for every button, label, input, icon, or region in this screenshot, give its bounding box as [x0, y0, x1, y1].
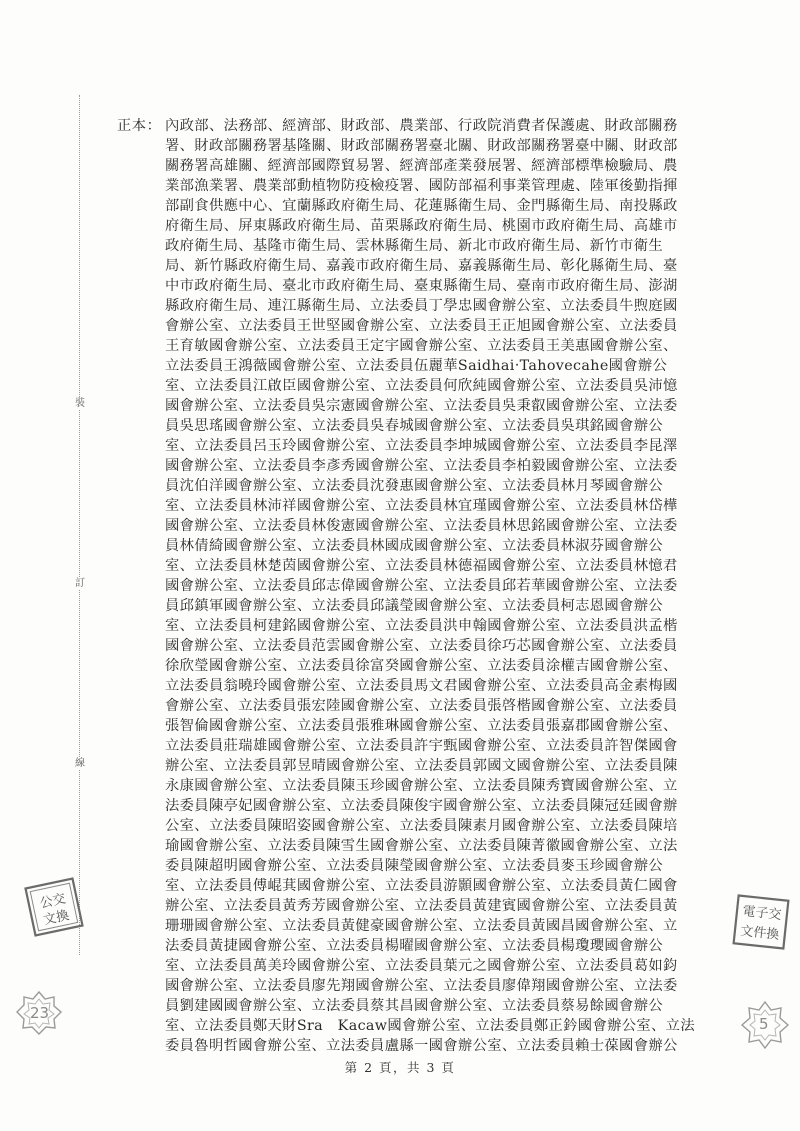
binding-mark-ding: 訂	[75, 578, 85, 589]
recipient-line: 立法委員王鴻薇國會辦公室、立法委員伍麗華Saidhai‧Tahovecahe國會辦公	[165, 358, 668, 374]
page-number-footer: 第 2 頁，共 3 頁	[344, 1060, 456, 1075]
recipient-line: 徐欣瑩國會辦公室、立法委員徐富癸國會辦公室、立法委員涂權吉國會辦公室、	[165, 658, 678, 674]
recipient-line: 國會辦公室、立法委員邱志偉國會辦公室、立法委員邱若華國會辦公室、立法委	[165, 578, 678, 594]
recipient-line: 關務署高雄關、經濟部國際貿易署、經濟部產業發展署、經濟部標準檢驗局、農	[165, 158, 678, 174]
recipient-line: 國會辦公室、立法委員廖先翔國會辦公室、立法委員廖偉翔國會辦公室、立法委	[165, 978, 678, 994]
flower-number-right: 5	[759, 1015, 769, 1033]
recipient-line: 室、立法委員萬美玲國會辦公室、立法委員葉元之國會辦公室、立法委員葛如鈞	[165, 958, 678, 974]
recipient-line: 業部漁業署、農業部動植物防疫檢疫署、國防部福利事業管理處、陸軍後勤指揮	[165, 178, 678, 194]
recipient-line: 委員陳超明國會辦公室、立法委員陳瑩國會辦公室、立法委員麥玉珍國會辦公	[165, 858, 663, 874]
recipient-line: 國會辦公室、立法委員李彥秀國會辦公室、立法委員李柏毅國會辦公室、立法委	[165, 458, 678, 474]
recipient-line: 王育敏國會辦公室、立法委員王定宇國會辦公室、立法委員王美惠國會辦公室、	[165, 338, 678, 354]
recipient-line: 室、立法委員林沛祥國會辦公室、立法委員林宜瑾國會辦公室、立法委員林岱樺	[165, 498, 678, 514]
exchange-seal-left	[22, 875, 86, 939]
recipient-line: 辦公室、立法委員黃秀芳國會辦公室、立法委員黃建賓國會辦公室、立法委員黃	[165, 898, 678, 914]
recipient-line: 公室、立法委員陳昭姿國會辦公室、立法委員陳素月國會辦公室、立法委員陳培	[165, 818, 678, 834]
recipient-line: 政府衛生局、基隆市衛生局、雲林縣衛生局、新北市政府衛生局、新竹市衛生	[165, 238, 663, 254]
recipient-line: 室、立法委員呂玉玲國會辦公室、立法委員李坤城國會辦公室、立法委員李昆澤	[165, 438, 678, 454]
recipient-list	[165, 116, 713, 1056]
recipient-line: 縣政府衛生局、連江縣衛生局、立法委員丁學忠國會辦公室、立法委員牛煦庭國	[165, 298, 678, 314]
recipient-line: 國會辦公室、立法委員吳宗憲國會辦公室、立法委員吳秉叡國會辦公室、立法委	[165, 398, 678, 414]
recipient-line: 永康國會辦公室、立法委員陳玉珍國會辦公室、立法委員陳秀寶國會辦公室、立	[165, 778, 678, 794]
recipient-line: 立法委員莊瑞雄國會辦公室、立法委員許宇甄國會辦公室、立法委員許智傑國會	[165, 738, 678, 754]
recipient-line: 內政部、法務部、經濟部、財政部、農業部、行政院消費者保護處、財政部關務	[165, 118, 678, 134]
recipient-line: 會辦公室、立法委員張宏陸國會辦公室、立法委員張啓楷國會辦公室、立法委員	[165, 698, 678, 714]
recipient-line: 員林倩綺國會辦公室、立法委員林國成國會辦公室、立法委員林淑芬國會辦公	[165, 538, 663, 554]
svg-text:電子交: 電子交	[741, 904, 783, 924]
recipient-line: 會辦公室、立法委員王世堅國會辦公室、立法委員王正旭國會辦公室、立法委員	[165, 318, 678, 334]
recipient-line: 室、立法委員林楚茵國會辦公室、立法委員林德福國會辦公室、立法委員林憶君	[165, 558, 678, 574]
recipient-line: 室、立法委員傅崐萁國會辦公室、立法委員游顥國會辦公室、立法委員黃仁國會	[165, 878, 678, 894]
recipient-line: 辦公室、立法委員郭昱晴國會辦公室、立法委員郭國文國會辦公室、立法委員陳	[165, 758, 678, 774]
binding-mark-zhuang: 裝	[75, 398, 85, 409]
recipient-line: 室、立法委員江啟臣國會辦公室、立法委員何欣純國會辦公室、立法委員吳沛憶	[165, 378, 678, 394]
binding-dotted-line	[79, 95, 80, 955]
svg-text:文換: 文換	[42, 908, 71, 929]
recipient-line: 員邱鎮軍國會辦公室、立法委員邱議瑩國會辦公室、立法委員柯志恩國會辦公	[165, 598, 663, 614]
recipient-line: 國會辦公室、立法委員范雲國會辦公室、立法委員徐巧芯國會辦公室、立法委員	[165, 638, 678, 654]
flower-number-left: 23	[30, 1004, 50, 1022]
recipient-line: 員沈伯洋國會辦公室、立法委員沈發惠國會辦公室、立法委員林月琴國會辦公	[165, 478, 663, 494]
recipient-line: 員劉建國國會辦公室、立法委員蔡其昌國會辦公室、立法委員蔡易餘國會辦公	[165, 998, 663, 1014]
recipient-line: 室、立法委員鄭天財Sra Kacaw國會辦公室、立法委員鄭正鈐國會辦公室、立法	[165, 1018, 695, 1034]
recipient-line: 室、立法委員柯建銘國會辦公室、立法委員洪申翰國會辦公室、立法委員洪孟楷	[165, 618, 678, 634]
svg-text:文件換: 文件換	[739, 923, 780, 943]
exchange-seal-right	[730, 892, 791, 952]
recipient-line: 局、新竹縣政府衛生局、嘉義市政府衛生局、嘉義縣衛生局、彰化縣衛生局、臺	[165, 258, 678, 274]
recipient-line: 瑜國會辦公室、立法委員陳雪生國會辦公室、立法委員陳菁徽國會辦公室、立法	[165, 838, 678, 854]
recipient-line: 署、財政部關務署基隆關、財政部關務署臺北關、財政部關務署臺中關、財政部	[165, 138, 678, 154]
recipient-line: 部副食供應中心、宜蘭縣政府衛生局、花蓮縣衛生局、金門縣衛生局、南投縣政	[165, 198, 678, 214]
recipient-label: 正本：	[117, 118, 162, 134]
recipient-line: 府衛生局、屏東縣政府衛生局、苗栗縣政府衛生局、桃園市政府衛生局、高雄市	[165, 218, 678, 234]
svg-text:公交: 公交	[38, 891, 68, 912]
recipient-line: 法委員黃捷國會辦公室、立法委員楊曜國會辦公室、立法委員楊瓊瓔國會辦公	[165, 938, 663, 954]
recipient-line: 立法委員翁曉玲國會辦公室、立法委員馬文君國會辦公室、立法委員高金素梅國	[165, 678, 678, 694]
recipient-line: 法委員陳亭妃國會辦公室、立法委員陳俊宇國會辦公室、立法委員陳冠廷國會辦	[165, 798, 678, 814]
recipient-line: 國會辦公室、立法委員林俊憲國會辦公室、立法委員林思銘國會辦公室、立法委	[165, 518, 678, 534]
recipient-line: 委員魯明哲國會辦公室、立法委員盧縣一國會辦公室、立法委員賴士葆國會辦公	[165, 1038, 678, 1054]
recipient-line: 珊珊國會辦公室、立法委員黃健豪國會辦公室、立法委員黃國昌國會辦公室、立	[165, 918, 678, 934]
recipient-line: 中市政府衛生局、臺北市政府衛生局、臺東縣衛生局、臺南市政府衛生局、澎湖	[165, 278, 678, 294]
recipient-line: 員吳思瑤國會辦公室、立法委員吳春城國會辦公室、立法委員吳琪銘國會辦公	[165, 418, 663, 434]
binding-mark-xian: 線	[75, 758, 85, 769]
recipient-line: 張智倫國會辦公室、立法委員張雅琳國會辦公室、立法委員張嘉郡國會辦公室、	[165, 718, 678, 734]
